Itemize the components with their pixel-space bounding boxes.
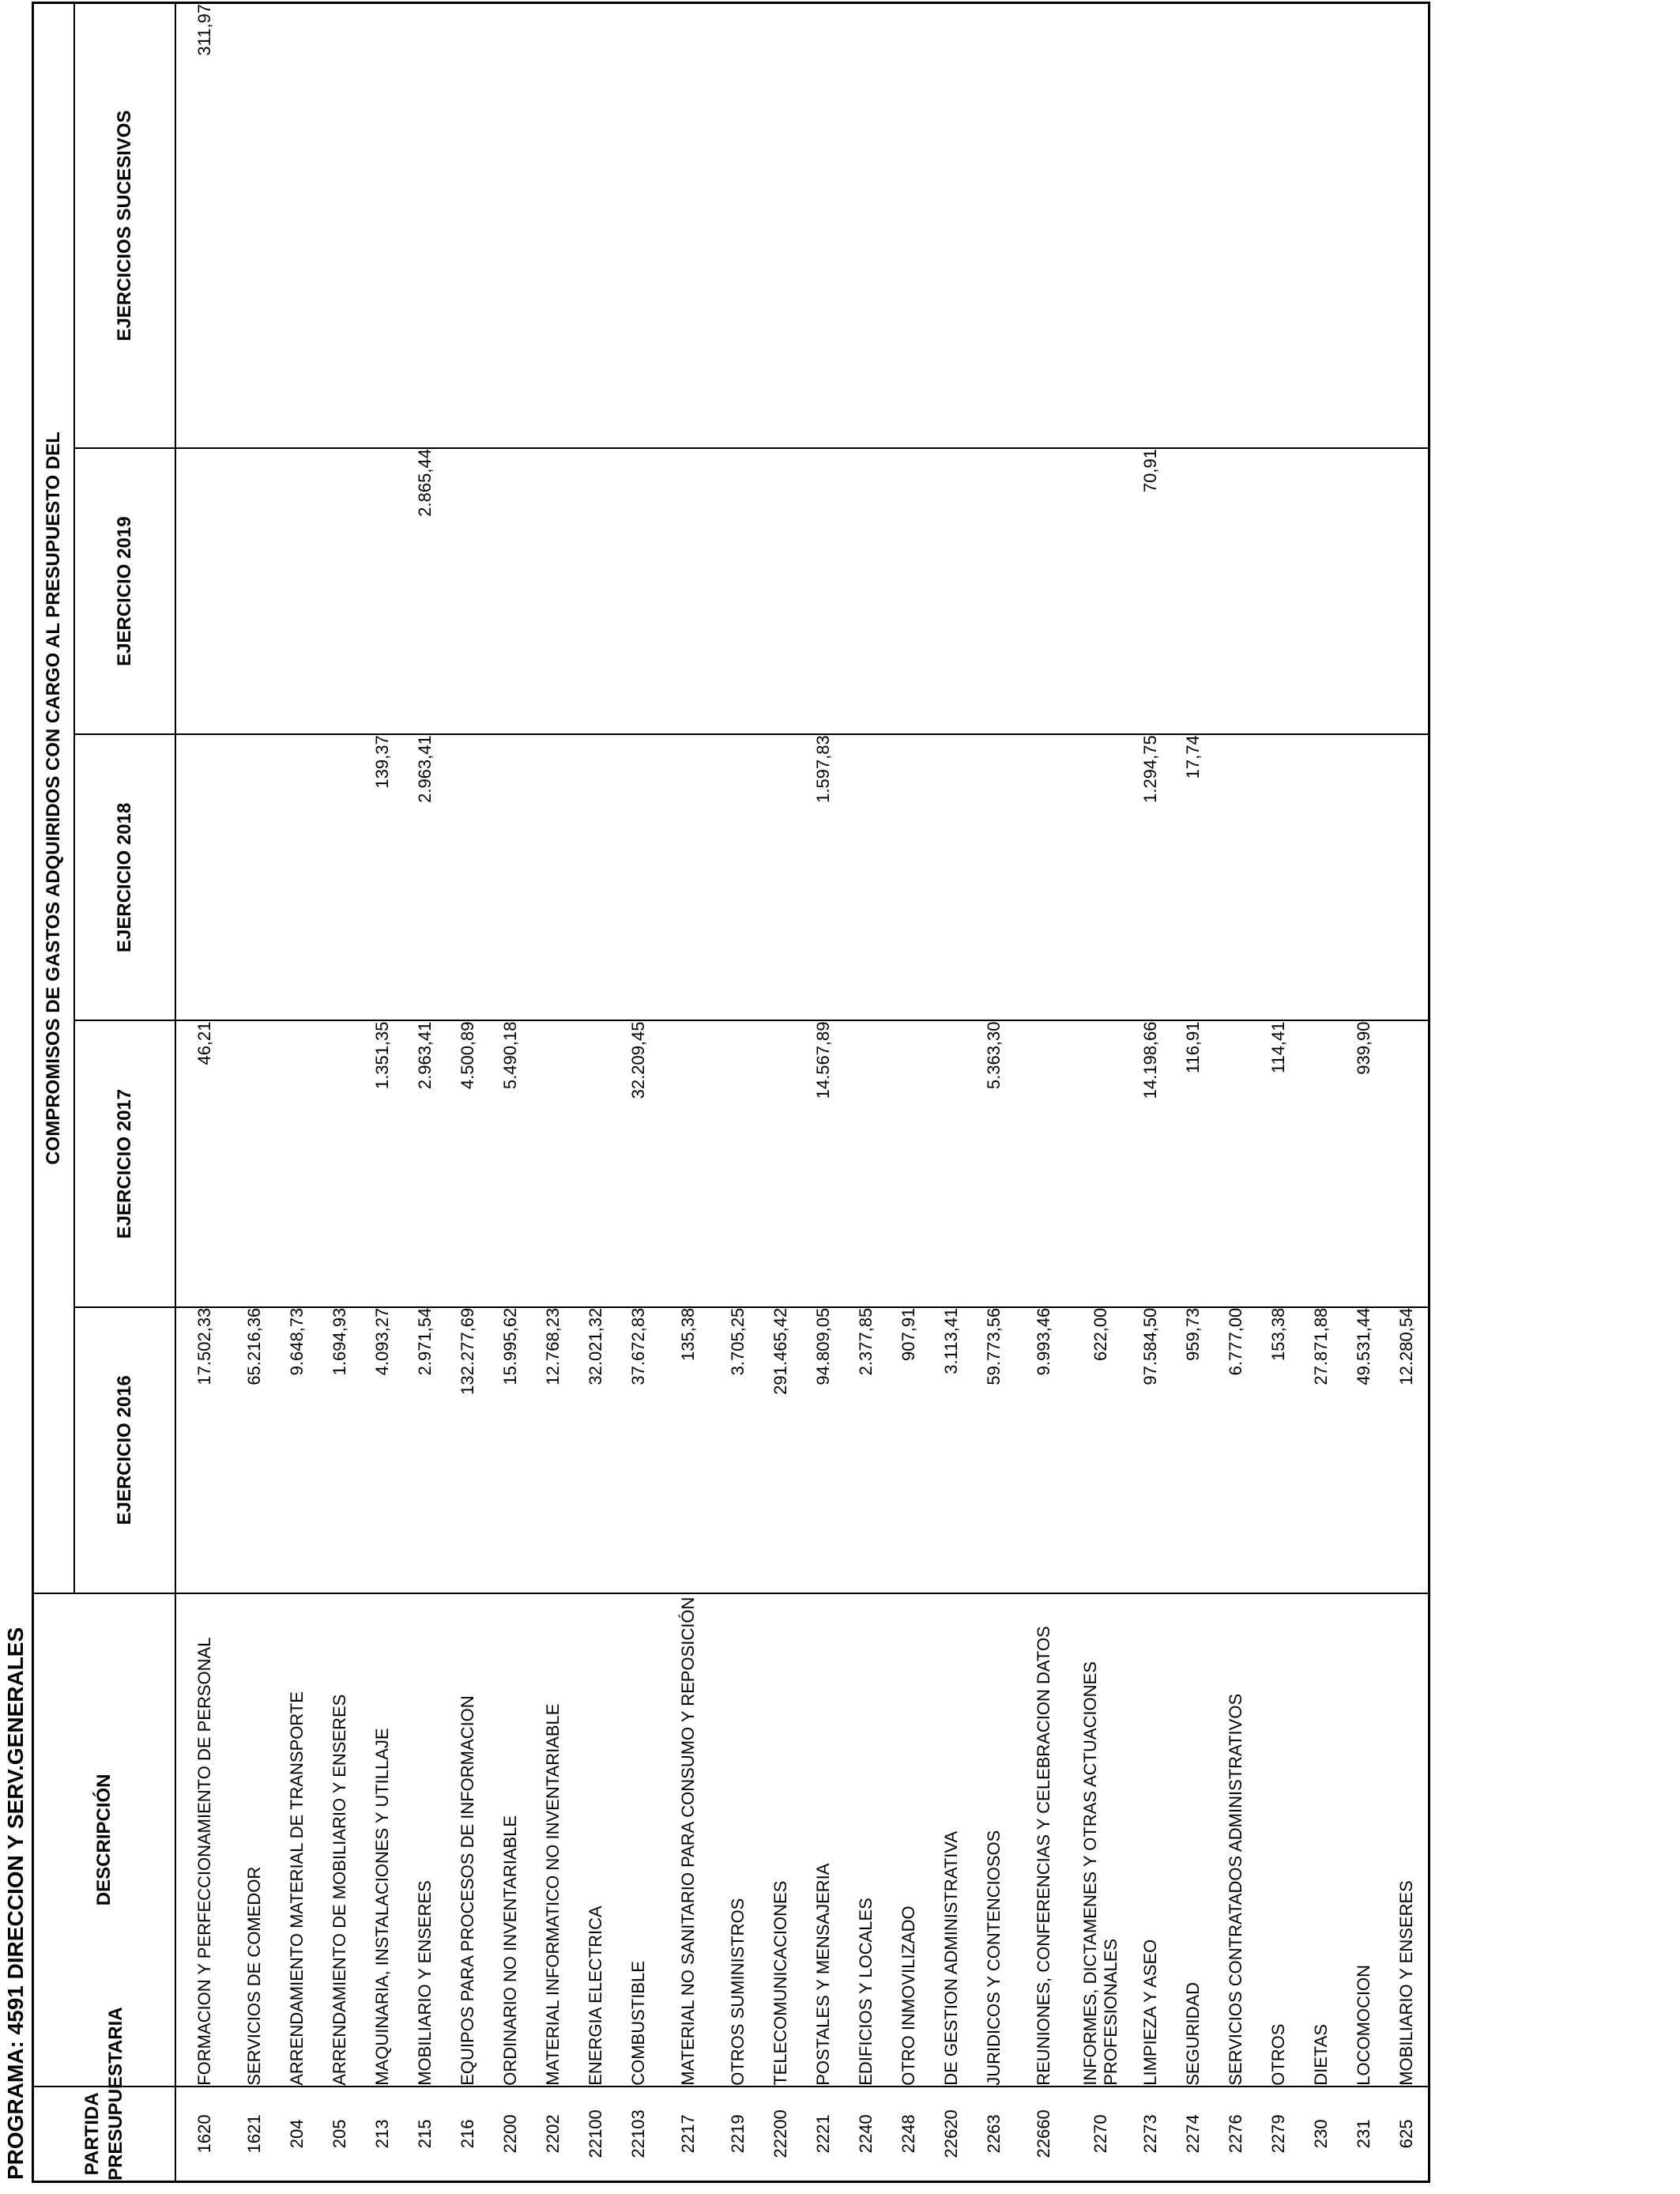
header-2017: EJERCICIO 2017 [74,1020,175,1306]
ejercicio-2019-cell [276,448,318,734]
ejercicio-2017-cell: 114,41 [1257,1020,1300,1306]
ejercicio-2016-cell: 959,73 [1172,1307,1215,1593]
partida-cell: 2221 [802,2087,845,2182]
empty-cell [1428,1593,1430,2087]
ejercicio-2019-cell [532,448,574,734]
ejercicio-2018-cell [973,734,1015,1020]
partida-cell: 231 [1343,2087,1385,2182]
table-row [489,3,532,2182]
description-cell: LOCOMOCION [1343,1593,1385,2087]
table-row [845,3,887,2182]
ejercicio-2019-cell [887,448,930,734]
ejercicio-2017-cell [845,1020,887,1306]
partida-cell: 22660 [1015,2087,1072,2182]
ejercicio-2016-cell: 94.809,05 [802,1307,845,1593]
ejercicio-2019-cell [446,448,489,734]
partida-cell: 2219 [717,2087,759,2182]
ejercicio-2017-cell [1385,1020,1428,1306]
sucesivos-cell [1257,3,1300,449]
header-partida: PARTIDA PRESUPUESTARIA [33,2087,176,2182]
description-cell: POSTALES Y MENSAJERIA [802,1593,845,2087]
ejercicio-2016-cell: 12.280,54 [1385,1307,1428,1593]
partida-cell: 1620 [175,2087,233,2182]
header-sucesivos: EJERCICIOS SUCESIVOS [74,3,175,449]
ejercicio-2018-cell: 1.597,83 [802,734,845,1020]
description-cell: OTROS [1257,1593,1300,2087]
sucesivos-cell [1343,3,1385,449]
ejercicio-2018-cell [660,734,717,1020]
table-row [532,3,574,2182]
ejercicio-2017-cell: 14.567,89 [802,1020,845,1306]
ejercicio-2016-cell: 907,91 [887,1307,930,1593]
partida-cell: 2276 [1215,2087,1257,2182]
sucesivos-cell [802,3,845,449]
table-row [233,3,276,2182]
table-row [1257,3,1300,2182]
sucesivos-cell [887,3,930,449]
description-cell: FORMACION Y PERFECCIONAMIENTO DE PERSONAL [175,1593,233,2087]
table-row [759,3,802,2182]
table-row [1129,3,1172,2182]
partida-cell: 2248 [887,2087,930,2182]
partida-cell: 22100 [574,2087,617,2182]
table-row [1215,3,1257,2182]
partida-cell: 205 [318,2087,361,2182]
sucesivos-cell [318,3,361,449]
description-cell: INFORMES, DICTAMENES Y OTRAS ACTUACIONES PROFESIONALES [1072,1593,1129,2087]
table-row [617,3,660,2182]
ejercicio-2019-cell [1343,448,1385,734]
header-2016: EJERCICIO 2016 [74,1307,175,1593]
ejercicio-2018-cell: 17,74 [1172,734,1215,1020]
ejercicio-2016-cell: 32.021,32 [574,1307,617,1593]
table-filler-row [1428,3,1430,2182]
ejercicio-2016-cell: 2.971,54 [404,1307,446,1593]
sucesivos-cell [759,3,802,449]
ejercicio-2018-cell [574,734,617,1020]
partida-cell: 625 [1385,2087,1428,2182]
partida-cell: 2202 [532,2087,574,2182]
ejercicio-2019-cell: 2.865,44 [404,448,446,734]
ejercicio-2018-cell: 1.294,75 [1129,734,1172,1020]
ejercicio-2018-cell [759,734,802,1020]
ejercicio-2018-cell [175,734,233,1020]
description-cell: LIMPIEZA Y ASEO [1129,1593,1172,2087]
table-row [660,3,717,2182]
sucesivos-cell [532,3,574,449]
table-row [276,3,318,2182]
ejercicio-2019-cell [617,448,660,734]
description-cell: DE GESTION ADMINISTRATIVA [930,1593,973,2087]
description-cell: REUNIONES, CONFERENCIAS Y CELEBRACION DATOS [1015,1593,1072,2087]
ejercicio-2017-cell [1015,1020,1072,1306]
ejercicio-2019-cell [1072,448,1129,734]
table-row [1343,3,1385,2182]
ejercicio-2016-cell: 291.465,42 [759,1307,802,1593]
description-cell: MOBILIARIO Y ENSERES [404,1593,446,2087]
table-row [973,3,1015,2182]
ejercicio-2019-cell [1257,448,1300,734]
ejercicio-2018-cell [1300,734,1343,1020]
ejercicio-2019-cell [759,448,802,734]
table-row [175,3,233,2182]
ejercicio-2017-cell [1215,1020,1257,1306]
description-cell: SERVICIOS DE COMEDOR [233,1593,276,2087]
description-cell: ENERGIA ELECTRICA [574,1593,617,2087]
header-descripcion: DESCRIPCIÓN [33,1593,176,2087]
partida-cell: 2274 [1172,2087,1215,2182]
ejercicio-2019-cell [1215,448,1257,734]
ejercicio-2018-cell [717,734,759,1020]
ejercicio-2017-cell: 1.351,35 [361,1020,404,1306]
ejercicio-2019-cell [1172,448,1215,734]
description-cell: MATERIAL INFORMATICO NO INVENTARIABLE [532,1593,574,2087]
ejercicio-2017-cell [276,1020,318,1306]
ejercicio-2019-cell [489,448,532,734]
ejercicio-2016-cell: 97.584,50 [1129,1307,1172,1593]
ejercicio-2016-cell: 3.113,41 [930,1307,973,1593]
ejercicio-2018-cell [1215,734,1257,1020]
empty-cell [1428,3,1430,449]
ejercicio-2018-cell [1072,734,1129,1020]
table-row [1072,3,1129,2182]
ejercicio-2017-cell [759,1020,802,1306]
ejercicio-2016-cell: 9.993,46 [1015,1307,1072,1593]
ejercicio-2018-cell [318,734,361,1020]
partida-cell: 216 [446,2087,489,2182]
ejercicio-2016-cell: 49.531,44 [1343,1307,1385,1593]
table-row [802,3,845,2182]
ejercicio-2017-cell [532,1020,574,1306]
sucesivos-cell [1015,3,1072,449]
ejercicio-2017-cell [660,1020,717,1306]
ejercicio-2019-cell [930,448,973,734]
commitments-table [32,2,1430,2183]
sucesivos-cell [276,3,318,449]
ejercicio-2017-cell: 4.500,89 [446,1020,489,1306]
ejercicio-2019-cell [1015,448,1072,734]
ejercicio-2017-cell: 32.209,45 [617,1020,660,1306]
sucesivos-cell [233,3,276,449]
table-row [717,3,759,2182]
partida-cell: 2263 [973,2087,1015,2182]
partida-cell: 2200 [489,2087,532,2182]
ejercicio-2019-cell [717,448,759,734]
ejercicio-2017-cell [717,1020,759,1306]
description-cell: MATERIAL NO SANITARIO PARA CONSUMO Y REPOSICIÓN [660,1593,717,2087]
ejercicio-2016-cell: 622,00 [1072,1307,1129,1593]
table-body [175,3,1430,2182]
ejercicio-2016-cell: 135,38 [660,1307,717,1593]
description-cell: JURIDICOS Y CONTENCIOSOS [973,1593,1015,2087]
ejercicio-2017-cell: 939,90 [1343,1020,1385,1306]
ejercicio-2018-cell [887,734,930,1020]
ejercicio-2019-cell [361,448,404,734]
ejercicio-2016-cell: 1.694,93 [318,1307,361,1593]
partida-cell: 22200 [759,2087,802,2182]
sucesivos-cell [1300,3,1343,449]
ejercicio-2017-cell [574,1020,617,1306]
partida-cell: 22620 [930,2087,973,2182]
ejercicio-2016-cell: 59.773,56 [973,1307,1015,1593]
partida-cell: 2273 [1129,2087,1172,2182]
ejercicio-2019-cell [660,448,717,734]
ejercicio-2018-cell [233,734,276,1020]
sucesivos-cell [489,3,532,449]
ejercicio-2018-cell [1385,734,1428,1020]
table-row [1385,3,1428,2182]
partida-cell: 2270 [1072,2087,1129,2182]
ejercicio-2019-cell [1300,448,1343,734]
ejercicio-2018-cell: 2.963,41 [404,734,446,1020]
partida-cell: 2240 [845,2087,887,2182]
ejercicio-2018-cell [930,734,973,1020]
ejercicio-2016-cell: 3.705,25 [717,1307,759,1593]
description-cell: COMBUSTIBLE [617,1593,660,2087]
partida-cell: 22103 [617,2087,660,2182]
description-cell: ARRENDAMIENTO MATERIAL DE TRANSPORTE [276,1593,318,2087]
description-cell: OTRO INMOVILIZADO [887,1593,930,2087]
ejercicio-2016-cell: 15.995,62 [489,1307,532,1593]
header-group: COMPROMISOS DE GASTOS ADQUIRIDOS CON CARGO AL PRESUPUESTO DEL [33,3,75,1593]
table-row [446,3,489,2182]
ejercicio-2016-cell: 65.216,36 [233,1307,276,1593]
table-row [318,3,361,2182]
ejercicio-2018-cell [1343,734,1385,1020]
partida-cell: 2279 [1257,2087,1300,2182]
empty-cell [1428,1020,1430,1306]
partida-cell: 2217 [660,2087,717,2182]
sucesivos-cell [717,3,759,449]
ejercicio-2019-cell [318,448,361,734]
header-2019: EJERCICIO 2019 [74,448,175,734]
sucesivos-cell [1172,3,1215,449]
ejercicio-2018-cell [489,734,532,1020]
ejercicio-2018-cell: 139,37 [361,734,404,1020]
sucesivos-cell [1072,3,1129,449]
partida-cell: 215 [404,2087,446,2182]
ejercicio-2019-cell [973,448,1015,734]
description-cell: DIETAS [1300,1593,1343,2087]
ejercicio-2019-cell [1385,448,1428,734]
description-cell: ORDINARIO NO INVENTARIABLE [489,1593,532,2087]
description-cell: ARRENDAMIENTO DE MOBILIARIO Y ENSERES [318,1593,361,2087]
ejercicio-2017-cell: 2.963,41 [404,1020,446,1306]
ejercicio-2017-cell: 46,21 [175,1020,233,1306]
program-title: PROGRAMA: 4591 DIRECCION Y SERV.GENERALES [3,1627,28,2180]
ejercicio-2018-cell [276,734,318,1020]
ejercicio-2019-cell [802,448,845,734]
ejercicio-2019-cell: 70,91 [1129,448,1172,734]
partida-cell: 213 [361,2087,404,2182]
table-row [1015,3,1072,2182]
ejercicio-2018-cell [845,734,887,1020]
description-cell: TELECOMUNICACIONES [759,1593,802,2087]
empty-cell [1428,2087,1430,2182]
ejercicio-2018-cell [617,734,660,1020]
ejercicio-2017-cell [233,1020,276,1306]
sucesivos-cell [574,3,617,449]
ejercicio-2017-cell: 5.363,30 [973,1020,1015,1306]
ejercicio-2017-cell [887,1020,930,1306]
sucesivos-cell [845,3,887,449]
sucesivos-cell: 311,97 [175,3,233,449]
table-row [404,3,446,2182]
ejercicio-2016-cell: 153,38 [1257,1307,1300,1593]
empty-cell [1428,734,1430,1020]
ejercicio-2017-cell [1072,1020,1129,1306]
sucesivos-cell [361,3,404,449]
sucesivos-cell [930,3,973,449]
empty-cell [1428,448,1430,734]
description-cell: EDIFICIOS Y LOCALES [845,1593,887,2087]
ejercicio-2016-cell: 4.093,27 [361,1307,404,1593]
ejercicio-2018-cell [532,734,574,1020]
sucesivos-cell [1215,3,1257,449]
ejercicio-2017-cell [930,1020,973,1306]
ejercicio-2016-cell: 2.377,85 [845,1307,887,1593]
table-row [1300,3,1343,2182]
description-cell: OTROS SUMINISTROS [717,1593,759,2087]
ejercicio-2019-cell [845,448,887,734]
ejercicio-2017-cell [1300,1020,1343,1306]
sucesivos-cell [973,3,1015,449]
description-cell: EQUIPOS PARA PROCESOS DE INFORMACION [446,1593,489,2087]
ejercicio-2018-cell [446,734,489,1020]
ejercicio-2019-cell [175,448,233,734]
ejercicio-2016-cell: 17.502,33 [175,1307,233,1593]
table-row [930,3,973,2182]
sucesivos-cell [617,3,660,449]
ejercicio-2017-cell: 5.490,18 [489,1020,532,1306]
ejercicio-2016-cell: 132.277,69 [446,1307,489,1593]
ejercicio-2016-cell: 37.672,83 [617,1307,660,1593]
ejercicio-2019-cell [574,448,617,734]
sucesivos-cell [660,3,717,449]
ejercicio-2016-cell: 27.871,88 [1300,1307,1343,1593]
ejercicio-2017-cell: 14.198,66 [1129,1020,1172,1306]
ejercicio-2017-cell [318,1020,361,1306]
description-cell: MOBILIARIO Y ENSERES [1385,1593,1428,2087]
partida-cell: 1621 [233,2087,276,2182]
ejercicio-2018-cell [1257,734,1300,1020]
partida-cell: 204 [276,2087,318,2182]
header-2018: EJERCICIO 2018 [74,734,175,1020]
ejercicio-2016-cell: 6.777,00 [1215,1307,1257,1593]
ejercicio-2017-cell: 116,91 [1172,1020,1215,1306]
table-row [574,3,617,2182]
ejercicio-2016-cell: 9.648,73 [276,1307,318,1593]
description-cell: SERVICIOS CONTRATADOS ADMINISTRATIVOS [1215,1593,1257,2087]
empty-cell [1428,1307,1430,1593]
table-row [887,3,930,2182]
sucesivos-cell [1385,3,1428,449]
description-cell: SEGURIDAD [1172,1593,1215,2087]
sucesivos-cell [404,3,446,449]
ejercicio-2018-cell [1015,734,1072,1020]
description-cell: MAQUINARIA, INSTALACIONES Y UTILLAJE [361,1593,404,2087]
ejercicio-2016-cell: 12.768,23 [532,1307,574,1593]
sucesivos-cell [1129,3,1172,449]
sucesivos-cell [446,3,489,449]
ejercicio-2019-cell [233,448,276,734]
partida-cell: 230 [1300,2087,1343,2182]
table-row [1172,3,1215,2182]
table-row [361,3,404,2182]
